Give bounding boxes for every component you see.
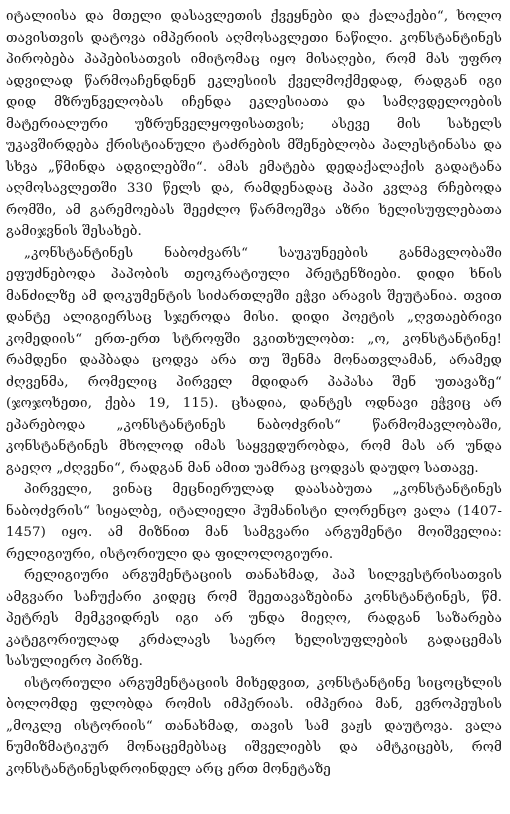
- paragraph-2: „კონსტანტინეს ნაბოძვარს“ საუკუნეების განმავლობაში ეფუძნებოდა პაპობის თეოკრატიული პრეტენზიები. დიდი ხნის მანძილზე ამ დოკუმენტის სიძართლეში ეჭვი არავის შეუტანია. თვით დანტე ალიგიერსაც სჯეროდა მისი. დიდი პოეტის „ღვთაებრივი კომედიის“ ერთ-ერთ სტროფში ვკითხულობთ: „ო, კონსტანტინე! რამდენი დაპბადა ცოდვა არა თუ შენმა მონათვლამან, არამედ ძღვენმა, რომელიც პირველ მდიდარ პაპასა შენ უთავაზე“ (ჯოჯოხეთი, ქება 19, 115). ცხადია, დანტეს ოდნავი ეჭვიც არ ეპარებოდა „კონსტანტინეს ნაბოძვრის“ წარმომავლობაში, კონსტანტინეს მხოლოდ იმას საყვედურობდა, რომ მას არ უნდა გაეღო „ძღვენი“, რადგან მან ამით უამრავ ცოდვას დაუდო სათავე.: [6, 245, 502, 476]
- paragraph-5: ისტორიული არგუმენტაციის მიხედვით, კონსტანტინე სიცოცხლის ბოლომდე ფლობდა რომის იმპერიას. იმპერია მან, ევროპეუსის „მოკლე ისტორიის“ თანახმად, თავის სამ ვაჟს დაუტოვა. ვალა ნუმიზმატიკურ მონაცემებსაც იშველიებს და ამტკიცებს, რომ კონსტანტინესდროინდელ არც ერთ მონეტაზე: [6, 675, 502, 777]
- paragraph-3: პირველი, ვინაც მეცნიერულად დაასაბუთა „კონსტანტინეს ნაბოძვრის“ სიყალბე, იტალიელი ჰუმანისტი ლორენცო ვალა (1407-1457) იყო. ამ მიზნით მან სამგვარი არგუმენტი მოიშველია: რელიგიური, ისტორიული და ფილოლოგიური.: [6, 482, 502, 562]
- paragraph-1: იტალიისა და მთელი დასავლეთის ქვეყნები და ქალაქები“, ხოლო თავისთვის დატოვა იმპერიის აღმოსავლეთი ნაწილი. კონსტანტინეს პირობება პაპებისათვის იმიტომაც იყო მისაღები, რომ მას უფრო ადვილად წარმოაჩენდნენ ეკლესიის ქველმოქმედად, რადგან იგი დიდ მზრუნველობას იჩენდა ეკლესიათა და სამღვდელოების მატერიალური უზრუნველყოფისათვის; ასევე მის სახელს უკავშირდება ქრისტიანული ტაძრების მშენებლობა პალესტინასა და სხვა „წმინდა ადგილებში“. ამას ემატება დედაქალაქის გადატანა აღმოსავლეთში 330 წელს და, რამდენადაც პაპი კვლავ რჩებოდა რომში, ამ გარემოებას შეეძლო წარმოეშვა აზრი ხელისუფლებათა გამიჯვნის შესახებ.: [6, 9, 502, 239]
- paragraph-4: რელიგიური არგუმენტაციის თანახმად, პაპ სილვესტრისათვის ამგვარი საჩუქარი კიდეც რომ შეეთავაზებინა კონსტანტინეს, წმ. პეტრეს მემკვიდრეს იგი არ უნდა მიეღო, რადგან საზარება კატეგორიულად კრძალავს საერო ხელისუფლების გადაცემას სასულიერო პირზე.: [6, 568, 502, 669]
